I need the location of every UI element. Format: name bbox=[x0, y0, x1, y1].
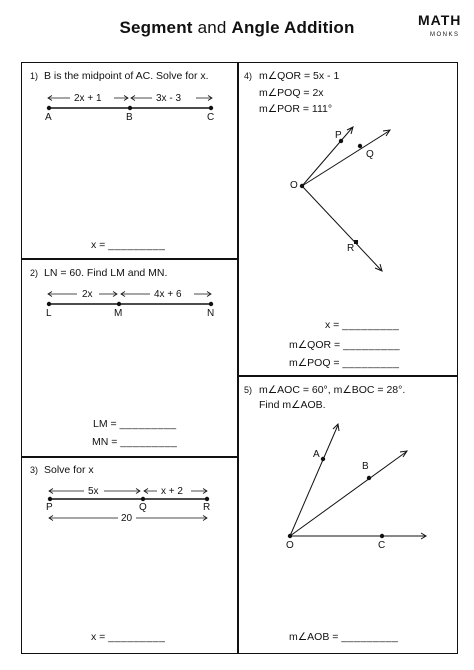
point-label-o-angle-5: O bbox=[286, 540, 294, 551]
problem-4-number: 4) bbox=[244, 71, 253, 81]
problem-4-answer-poq-label: m∠POQ = bbox=[289, 357, 340, 369]
point-label-a-angle: A bbox=[313, 449, 320, 460]
page-title bbox=[0, 18, 474, 38]
point-label-q-angle: Q bbox=[366, 149, 374, 160]
problem-5-answer bbox=[289, 631, 398, 643]
title-part-and: and bbox=[197, 18, 227, 37]
problem-4-answer-qor-label: m∠QOR = bbox=[289, 339, 341, 351]
problem-3-left-measure: 5x bbox=[88, 486, 99, 497]
row-divider-left-1 bbox=[21, 258, 238, 260]
point-label-r-angle: R bbox=[347, 243, 355, 254]
problem-2-answer-mn bbox=[92, 436, 177, 448]
point-label-o-angle: O bbox=[290, 180, 298, 191]
problem-1-answer-label: x = bbox=[91, 239, 106, 251]
point-label-p: P bbox=[46, 502, 53, 513]
problem-4-line-1: m∠QOR = 5x - 1 bbox=[259, 70, 340, 82]
problem-4-answer-x-blank[interactable]: _________ bbox=[342, 319, 400, 331]
point-label-q: Q bbox=[139, 502, 147, 513]
title-part-segment: Segment bbox=[119, 18, 193, 37]
point-label-c-angle: C bbox=[378, 540, 386, 551]
problem-3-total-measure: 20 bbox=[121, 513, 133, 524]
problem-1-left-measure: 2x + 1 bbox=[74, 93, 102, 104]
point-label-b: B bbox=[126, 112, 133, 123]
problem-4-answer-poq-blank[interactable]: _________ bbox=[342, 357, 400, 369]
column-divider bbox=[237, 62, 239, 654]
logo-monks-text: MONKS bbox=[430, 32, 460, 38]
problem-2-text: LN = 60. Find LM and MN. bbox=[44, 267, 168, 279]
problem-5-line-2: Find m∠AOB. bbox=[259, 399, 326, 411]
problem-5-line-1: m∠AOC = 60°, m∠BOC = 28°. bbox=[259, 384, 406, 396]
problem-2-answer-lm-blank[interactable]: _________ bbox=[119, 418, 177, 430]
problem-4-answer-poq bbox=[289, 357, 400, 369]
problem-4-line-2: m∠POQ = 2x bbox=[259, 87, 324, 99]
problem-1-answer-blank[interactable]: _________ bbox=[108, 239, 166, 251]
problem-4-answer-x bbox=[325, 319, 399, 331]
logo-math-text: MATH bbox=[418, 12, 462, 28]
problem-1-number: 1) bbox=[30, 71, 39, 81]
problem-2-answer-mn-blank[interactable]: _________ bbox=[120, 436, 178, 448]
problem-2-answer-mn-label: MN = bbox=[92, 436, 118, 448]
problem-2-left-measure: 2x bbox=[82, 289, 93, 300]
problem-5-answer-blank[interactable]: _________ bbox=[341, 631, 399, 643]
point-label-a: A bbox=[45, 112, 52, 123]
point-label-m: M bbox=[114, 308, 123, 319]
problem-2-answer-lm bbox=[93, 418, 177, 430]
problem-5-answer-label: m∠AOB = bbox=[289, 631, 339, 643]
title-part-angle: Angle Addition bbox=[231, 18, 355, 37]
problem-2-answer-lm-label: LM = bbox=[93, 418, 117, 430]
problem-3-number: 3) bbox=[30, 465, 39, 475]
problem-4-answer-qor bbox=[289, 339, 400, 351]
problem-1-text: B is the midpoint of AC. Solve for x. bbox=[44, 70, 209, 82]
point-label-l: L bbox=[46, 308, 52, 319]
problem-3-answer-blank[interactable]: _________ bbox=[108, 631, 166, 643]
point-label-r: R bbox=[203, 502, 211, 513]
problem-4-answer-qor-blank[interactable]: _________ bbox=[343, 339, 401, 351]
problem-2-right-measure: 4x + 6 bbox=[154, 289, 182, 300]
problem-4-line-3: m∠POR = 111° bbox=[259, 103, 333, 115]
math-monks-logo bbox=[418, 10, 462, 44]
problem-3-text: Solve for x bbox=[44, 464, 94, 476]
point-label-b-angle: B bbox=[362, 461, 369, 472]
problem-1-answer bbox=[91, 239, 165, 251]
row-divider-left-2 bbox=[21, 456, 238, 458]
problem-1-right-measure: 3x - 3 bbox=[156, 93, 182, 104]
problem-5-number: 5) bbox=[244, 385, 253, 395]
row-divider-right-1 bbox=[237, 375, 458, 377]
problem-2-number: 2) bbox=[30, 268, 39, 278]
problem-3-answer-label: x = bbox=[91, 631, 106, 643]
problem-3-right-measure: x + 2 bbox=[161, 486, 183, 497]
problem-3-answer bbox=[91, 631, 165, 643]
point-label-p-angle: P bbox=[335, 130, 342, 141]
point-label-n: N bbox=[207, 308, 215, 319]
point-label-c: C bbox=[207, 112, 215, 123]
problem-4-answer-x-label: x = bbox=[325, 319, 340, 331]
problem-5-diagram bbox=[0, 0, 1, 1]
